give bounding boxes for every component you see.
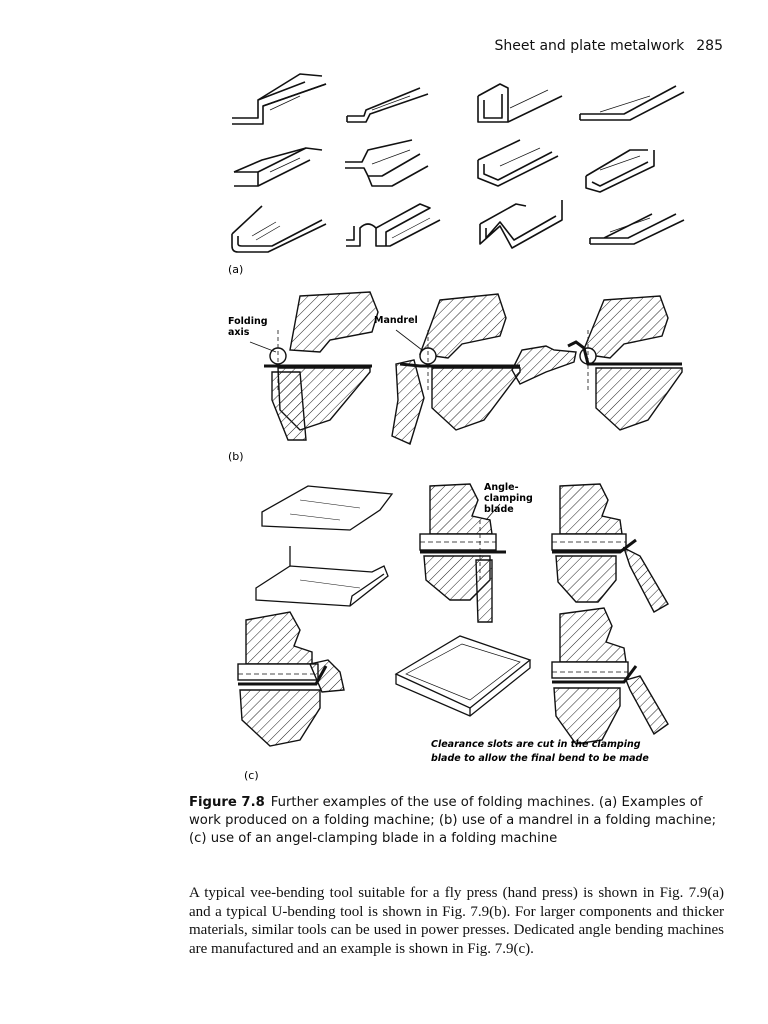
- section-angle-lip: [478, 140, 558, 186]
- body-paragraph: A typical vee-bending tool suitable for a fly press (hand press) is shown in Fig. 7.9(a) and a typical U-bending tool is shown in Fig. 7.9(b). For larger components and thicker materials, similar tools can be used in power presses. Dedicated angle bending machines are manufactured and an example is shown in Fig. 7.9(c).: [189, 885, 724, 957]
- angle-clamping-label-line2: clamping: [484, 493, 533, 504]
- page-number: 285: [696, 38, 723, 54]
- mandrel-label: Mandrel: [374, 315, 418, 326]
- angle-clamping-label-line3: blade: [484, 504, 514, 515]
- figure-caption: [189, 794, 729, 848]
- section-w-profile: [480, 200, 562, 248]
- mandrel-stage-3: [512, 296, 682, 430]
- section-c-channel: [234, 148, 322, 186]
- running-title: Sheet and plate metalwork: [494, 38, 685, 54]
- panel-c-angle-clamping-diagram: [238, 482, 668, 764]
- angle-clamping-label-line1: Angle-: [484, 482, 519, 493]
- panel-a-sections: [232, 74, 684, 252]
- folding-axis-label-line1: Folding: [228, 316, 268, 327]
- panel-c-label: (c): [244, 769, 259, 782]
- partly-folded-tray: [256, 546, 388, 606]
- section-joggle: [345, 140, 428, 186]
- section-rolled-u: [586, 150, 654, 192]
- flat-sheet: [262, 486, 392, 530]
- panel-a-label: (a): [228, 263, 244, 276]
- section-top-hat: [346, 204, 440, 246]
- figure-caption-label: Figure 7.8: [189, 795, 265, 810]
- section-closed-hem: [590, 214, 684, 244]
- section-hem-edge: [347, 88, 428, 122]
- folding-axis-label-line2: axis: [228, 327, 250, 338]
- section-radius-angle: [232, 206, 326, 252]
- section-z-profile: [232, 74, 326, 124]
- clearance-note-line1: Clearance slots are cut in the clamping: [431, 739, 641, 750]
- clamp-stage-3: [238, 612, 344, 746]
- clearance-note-line2: blade to allow the final bend to be made: [431, 753, 649, 764]
- panel-b-mandrel-diagram: [228, 292, 682, 444]
- clamp-stage-2: [552, 484, 668, 612]
- section-box-channel: [478, 84, 562, 122]
- section-flat-hem: [580, 86, 684, 120]
- clamp-stage-4: [552, 608, 668, 744]
- figure-caption-text: Further examples of the use of folding machines. (a) Examples of work produced on a folding machine; (b) use of a mandrel in a folding machine; (c) use of an angel-clamping blade in a folding machine: [189, 795, 717, 846]
- mandrel-stage-1: [250, 292, 378, 440]
- panel-b-label: (b): [228, 450, 244, 463]
- finished-tray: [396, 636, 530, 716]
